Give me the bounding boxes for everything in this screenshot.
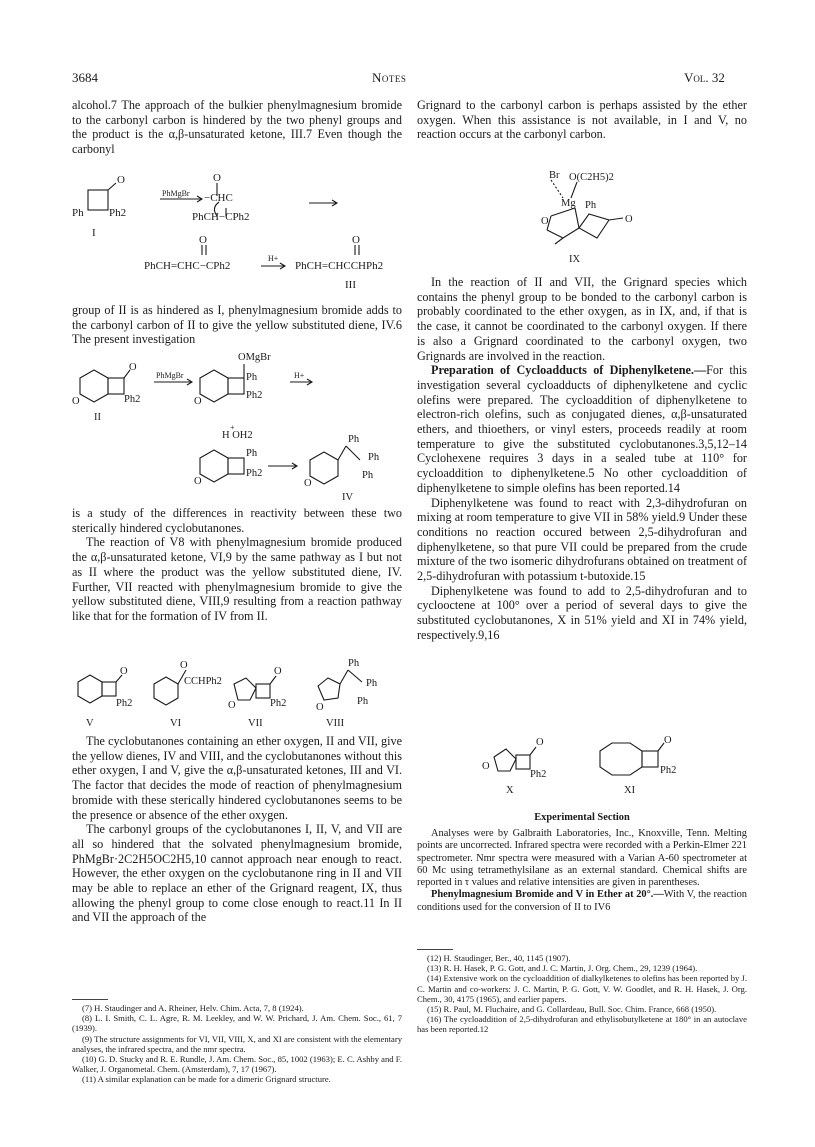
diene-ring-IV [310, 452, 338, 484]
svg-text:O: O [625, 214, 633, 225]
svg-text:Ph2: Ph2 [246, 468, 263, 479]
compound-label-IX: IX [569, 254, 581, 265]
svg-text:Ph: Ph [585, 200, 597, 211]
experimental-title: Experimental Section [534, 812, 630, 823]
structures-svg [72, 660, 402, 730]
svg-text:Ph: Ph [348, 434, 360, 445]
svg-text:+: + [230, 423, 235, 432]
svg-text:O: O [482, 761, 490, 772]
structures-x-xi [470, 735, 730, 797]
svg-text:Ph: Ph [368, 452, 380, 463]
svg-text:−CHC: −CHC [204, 192, 233, 204]
svg-text:CCHPh2: CCHPh2 [184, 676, 222, 687]
svg-text:Ph: Ph [357, 696, 369, 707]
svg-text:O: O [213, 172, 221, 184]
svg-text:Ph: Ph [366, 678, 378, 689]
svg-text:O: O [316, 702, 324, 713]
svg-text:O: O [194, 476, 202, 487]
svg-text:PhCH=CHC−CPh2: PhCH=CHC−CPh2 [144, 260, 231, 272]
page-number: 3684 [72, 70, 98, 85]
svg-text:O: O [664, 735, 672, 746]
svg-text:Ph: Ph [246, 448, 258, 459]
svg-text:O(C2H5)2: O(C2H5)2 [569, 172, 614, 183]
svg-text:Ph2: Ph2 [124, 394, 141, 405]
right-para-1 [417, 98, 747, 142]
running-head: Notes [372, 70, 407, 85]
svg-text:O: O [180, 660, 188, 671]
scheme-2-svg [72, 350, 402, 502]
reagent-phmgbr: PhMgBr [162, 189, 190, 198]
left-text-5: The cyclobutanones containing an ether oxygen, II and VII, give the yellow dienes, IV and VIII, and the cyclobutanones without this ether oxygen, I and V, give the α,β-unsaturated ketones, III and VI. The factor that decides the mode of reaction of phenylmagnesium bromide with these sterically hindered cyclobutanones seems to be the presence or absence of the ether oxygen. [72, 734, 402, 822]
svg-text:O: O [304, 478, 312, 489]
svg-text:Ph2: Ph2 [116, 698, 133, 709]
scheme-1 [72, 168, 402, 300]
compound-label-VI: VI [170, 718, 182, 729]
footnote-rule-left [72, 999, 108, 1000]
svg-text:PhCH−CPh2: PhCH−CPh2 [192, 211, 250, 223]
structures-x-xi-svg [470, 735, 730, 797]
left-text-4: The reaction of V8 with phenylmagnesium bromide produced the α,β-unsaturated ketone, VI,9 by the same pathway as I but not as II where the product was the yellow substituted diene, IV. Further, VII reacted with phenylmagnesium bromide to give the yellow substituted diene, VIII,9 resulting from a reaction pathway like that for the formation of IV from II. [72, 535, 402, 623]
compound-label-II: II [94, 412, 101, 423]
svg-text:O: O [72, 396, 80, 407]
structures-v-viii [72, 660, 402, 730]
scheme-2 [72, 350, 402, 502]
ketone-oxygen-I: O [117, 174, 125, 186]
svg-text:O: O [199, 234, 207, 246]
svg-text:Ph: Ph [348, 658, 360, 669]
left-para-2 [72, 303, 402, 347]
left-para-3 [72, 506, 402, 624]
svg-text:O: O [194, 396, 202, 407]
structure-ix [527, 168, 727, 268]
compound-label-V: V [86, 718, 94, 729]
pyran-ring-II [80, 370, 108, 402]
left-text-1: alcohol.7 The approach of the bulkier phenylmagnesium bromide to the carbonyl carbon is hindered by the two phenyl groups and the product is the α,β-unsaturated ketone, III.7 Even though the carbonyl [72, 98, 402, 157]
experimental-subtext: With V, the reaction conditions used for the conversion of II to IV6 [417, 889, 747, 913]
right-text-2: In the reaction of II and VII, the Grignard species which contains the phenyl group to be bonded to the carbonyl carbon is probably coordinated to the ether oxygen, as in IX, and, if that is the case, it cannot be coordinated to the carbonyl oxygen. If there is also a Grignard coordinated to the carbonyl oxygen, two Grignards are involved in the reaction. [417, 275, 747, 363]
svg-text:Ph2: Ph2 [530, 769, 547, 780]
footnotes-left: (7) H. Staudinger and A. Rheiner, Helv. Chim. Acta, 7, 8 (1924). (8) L. I. Smith, C. L. Agre, R. M. Leekley, and W. W. Prichard, J. Am. Chem. Soc., 61, 7 (1939). (9) The structure assignments for VI, VII, VIII, X, and XI are consistent with the elementary analyses, the infrared spectra, and the nmr spectra. (10) G. D. Stucky and R. E. Rundle, J. Am. Chem. Soc., 85, 1002 (1963); E. C. Ashby and F. Walker, J. Organometal. Chem. (Amsterdam), 7, 17 (1967). (11) A similar explanation can be made for a dimeric Grignard structure. [72, 1003, 402, 1085]
experimental-subheading: Phenylmagnesium Bromide and V in Ether at 20°.— [431, 889, 664, 901]
prep-text-3: Diphenylketene was found to add to 2,5-dihydrofuran and to cyclooctene at 100° over a period of several days to give the substituted cyclobutanones, X in 51% yield and XI in 74% yield, respectively.9,16 [417, 583, 747, 642]
compound-label-XI: XI [624, 785, 636, 796]
svg-text:PhMgBr: PhMgBr [156, 371, 184, 380]
experimental-section [417, 828, 747, 914]
svg-text:Ph2: Ph2 [246, 390, 263, 401]
svg-text:O: O [120, 666, 128, 677]
prep-text-2: Diphenylketene was found to react with 2,3-dihydrofuran on mixing at room temperature to give VII in 58% yield.9 Under these conditions no reaction occured between 2,5-dihydrofuran and diphenylketene, so that pure VII could be prepared from the crude mixture of the two isomeric dihydrofurans obtained on treatment of 2,5-dihydrofuran with potassium t-butoxide.15 [417, 495, 747, 584]
right-text-1: Grignard to the carbonyl carbon is perhaps assisted by the ether oxygen. When this assistance is not available, in I and V, no reaction occurs at the carbonyl carbon. [417, 98, 747, 142]
svg-text:H OH2: H OH2 [222, 430, 253, 441]
reagent-h-plus: H+ [268, 254, 279, 263]
footnote-rule-right [417, 949, 453, 950]
left-para-1 [72, 98, 402, 157]
svg-text:Ph2: Ph2 [660, 765, 677, 776]
svg-text:O: O [536, 737, 544, 748]
experimental-text: Analyses were by Galbraith Laboratories, Inc., Knoxville, Tenn. Melting points are uncorrected. Infrared spectra were recorded with a Perkin-Elmer 221 spectrometer. Nmr spectra were measured with a Varian A-60 spectrometer at 60 Mc using tetramethylsilane as an external standard. Chemical shifts are reported in τ values and relative intensities are given in parentheses. [417, 828, 747, 889]
left-text-3: is a study of the differences in reactivity between these two sterically hindered cyclobutanones. [72, 506, 402, 535]
svg-text:H+: H+ [294, 371, 305, 380]
compound-label-X: X [506, 785, 514, 796]
scheme-1-svg [72, 168, 402, 300]
cyclobutanone-ring-I [88, 190, 108, 210]
right-para-2 [417, 275, 747, 643]
svg-text:Ph: Ph [72, 207, 84, 219]
svg-text:O: O [541, 216, 549, 227]
footnotes-right: (12) H. Staudinger, Ber., 40, 1145 (1907). (13) R. H. Hasek, P. G. Gott, and J. C. Martin, J. Org. Chem., 29, 1239 (1964). (14) Extensive work on the cycloaddition of dialkylketenes to olefins has been reported by J. C. Martin and co-workers: J. C. Martin, P. G. Gott, V. W. Goodlet, and R. H. Hasek, J. Org. Chem., 30, 4175 (1965), and earlier papers. (15) R. Paul, M. Fluchaire, and G. Collardeau, Bull. Soc. Chim. France, 668 (1950). (16) The cycloaddition of 2,5-dihydrofuran and ethylisobutylketene at 180° in an autoclave has been reported.12 [417, 953, 747, 1035]
svg-text:Ph2: Ph2 [109, 207, 127, 219]
svg-text:Mg: Mg [561, 198, 576, 209]
svg-text:O: O [228, 700, 236, 711]
svg-text:Ph2: Ph2 [270, 698, 287, 709]
svg-text:O: O [274, 666, 282, 677]
compound-label-I: I [92, 227, 96, 239]
compound-label-IV: IV [342, 492, 354, 503]
volume-label: Vol. 32 [684, 70, 725, 85]
svg-text:O: O [129, 362, 137, 373]
compound-label-III: III [345, 279, 356, 291]
svg-text:OMgBr: OMgBr [238, 352, 271, 363]
svg-text:PhCH=CHCCHPh2: PhCH=CHCCHPh2 [295, 260, 384, 272]
compound-label-VIII: VIII [326, 718, 345, 729]
left-text-2: group of II is as hindered as I, phenylmagnesium bromide adds to the carbonyl carbon of II to give the yellow substituted diene, IV.6 The present investigation [72, 303, 402, 347]
svg-text:O: O [352, 234, 360, 246]
left-text-6: The carbonyl groups of the cyclobutanones I, II, V, and VII are all so hindered that the solvated phenylmagnesium bromide, PhMgBr·2C2H5OC2H5,10 cannot approach near enough to react. However, the ether oxygen on the cyclobutanone ring in II and VII may be able to replace an ether of the Grignard reagent, IX, thus allowing the phenyl group to come close enough to react.11 In II and VII the approach of the [72, 822, 402, 925]
structure-ix-svg [527, 168, 727, 268]
left-para-5 [72, 734, 402, 925]
compound-label-VII: VII [248, 718, 263, 729]
svg-text:Ph: Ph [362, 470, 374, 481]
prep-text-1: For this investigation several cycloadducts of diphenylketene and cyclic olefins were prepared. The cycloaddition of diphenylketene to electron-rich olefins, such as conjugated dienes, α,β-unsaturated ethers, and thioethers, or vinyl esters, proceeds readily at room temperature to give the substituted cyclobutanones.3,5,12–14 Cyclohexene requires 3 days in a sealed tube at 110° for cycloaddition to diphenylketene.5 No other cycloaddition of diphenylketene to simple olefins has been reported.14 [417, 363, 747, 495]
svg-text:Br: Br [549, 170, 560, 181]
prep-heading: Preparation of Cycloadducts of Diphenylketene.— [431, 363, 707, 378]
svg-text:Ph: Ph [246, 372, 258, 383]
